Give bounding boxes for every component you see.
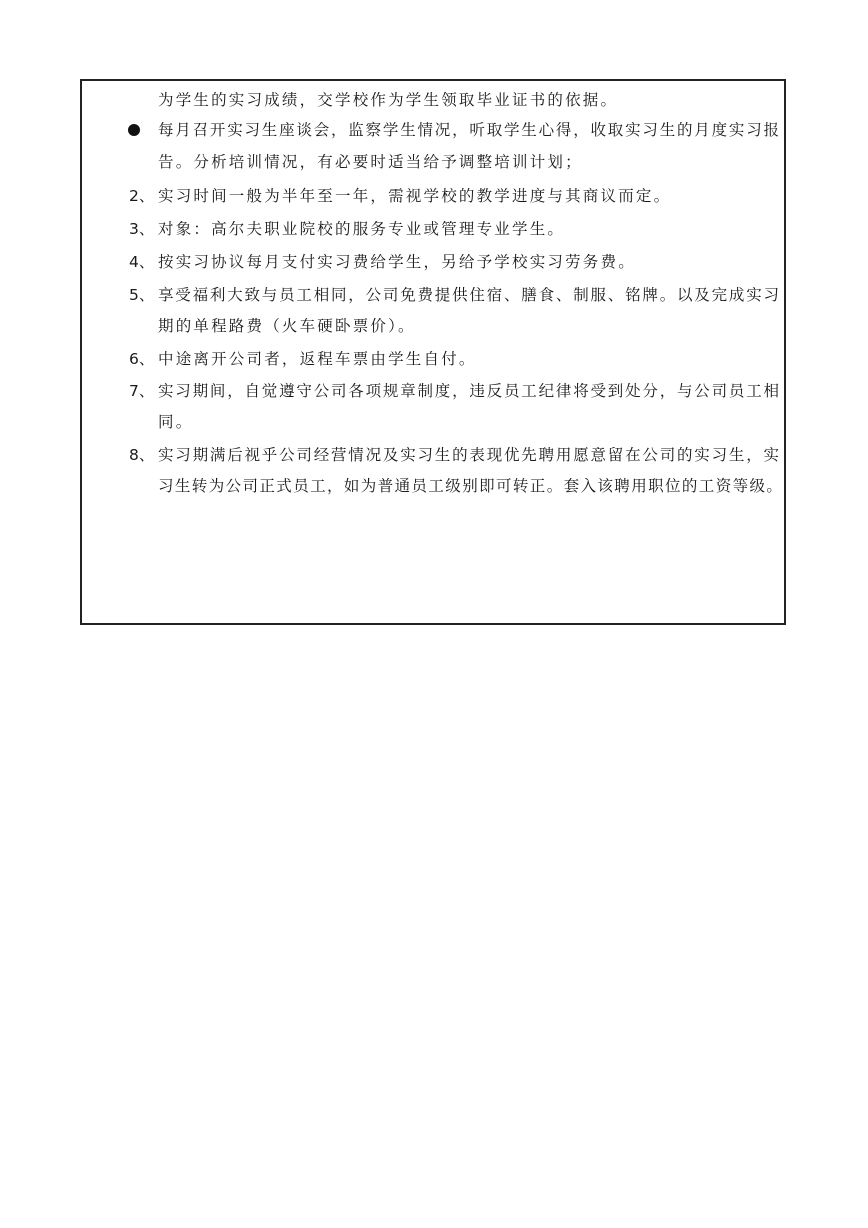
text-line: 同。 [158,413,194,431]
text-line: 按实习协议每月支付实习费给学生，另给予学校实习劳务费。 [158,253,636,271]
text-line: 期的单程路费（火车硬卧票价）。 [158,317,416,335]
text-line: 实习期间，自觉遵守公司各项规章制度，违反员工纪律将受到处分，与公司员工相 [158,382,781,400]
text-line: 实习期满后视乎公司经营情况及实习生的表现优先聘用愿意留在公司的实习生，实 [158,446,781,464]
item-number: 6、 [129,350,155,368]
item-number: 2、 [129,187,155,205]
item-number: 8、 [129,446,155,464]
text-line: 享受福利大致与员工相同，公司免费提供住宿、膳食、制服、铭牌。以及完成实习 [158,286,781,304]
text-line: 为学生的实习成绩，交学校作为学生领取毕业证书的依据。 [158,91,619,109]
item-number: 3、 [129,220,155,238]
bullet-icon [128,124,140,136]
item-number: 4、 [129,253,155,271]
item-number: 7、 [129,382,155,400]
text-line: 中途离开公司者，返程车票由学生自付。 [158,350,477,368]
text-line: 习生转为公司正式员工，如为普通员工级别即可转正。套入该聘用职位的工资等级。 [158,477,784,495]
text-line: 对象：高尔夫职业院校的服务专业或管理专业学生。 [158,220,566,238]
text-line: 每月召开实习生座谈会，监察学生情况，听取学生心得，收取实习生的月度实习报 [158,121,781,139]
text-line: 告。分析培训情况，有必要时适当给予调整培训计划； [158,153,583,171]
text-line: 实习时间一般为半年至一年，需视学校的教学进度与其商议而定。 [158,187,672,205]
item-number: 5、 [129,286,155,304]
